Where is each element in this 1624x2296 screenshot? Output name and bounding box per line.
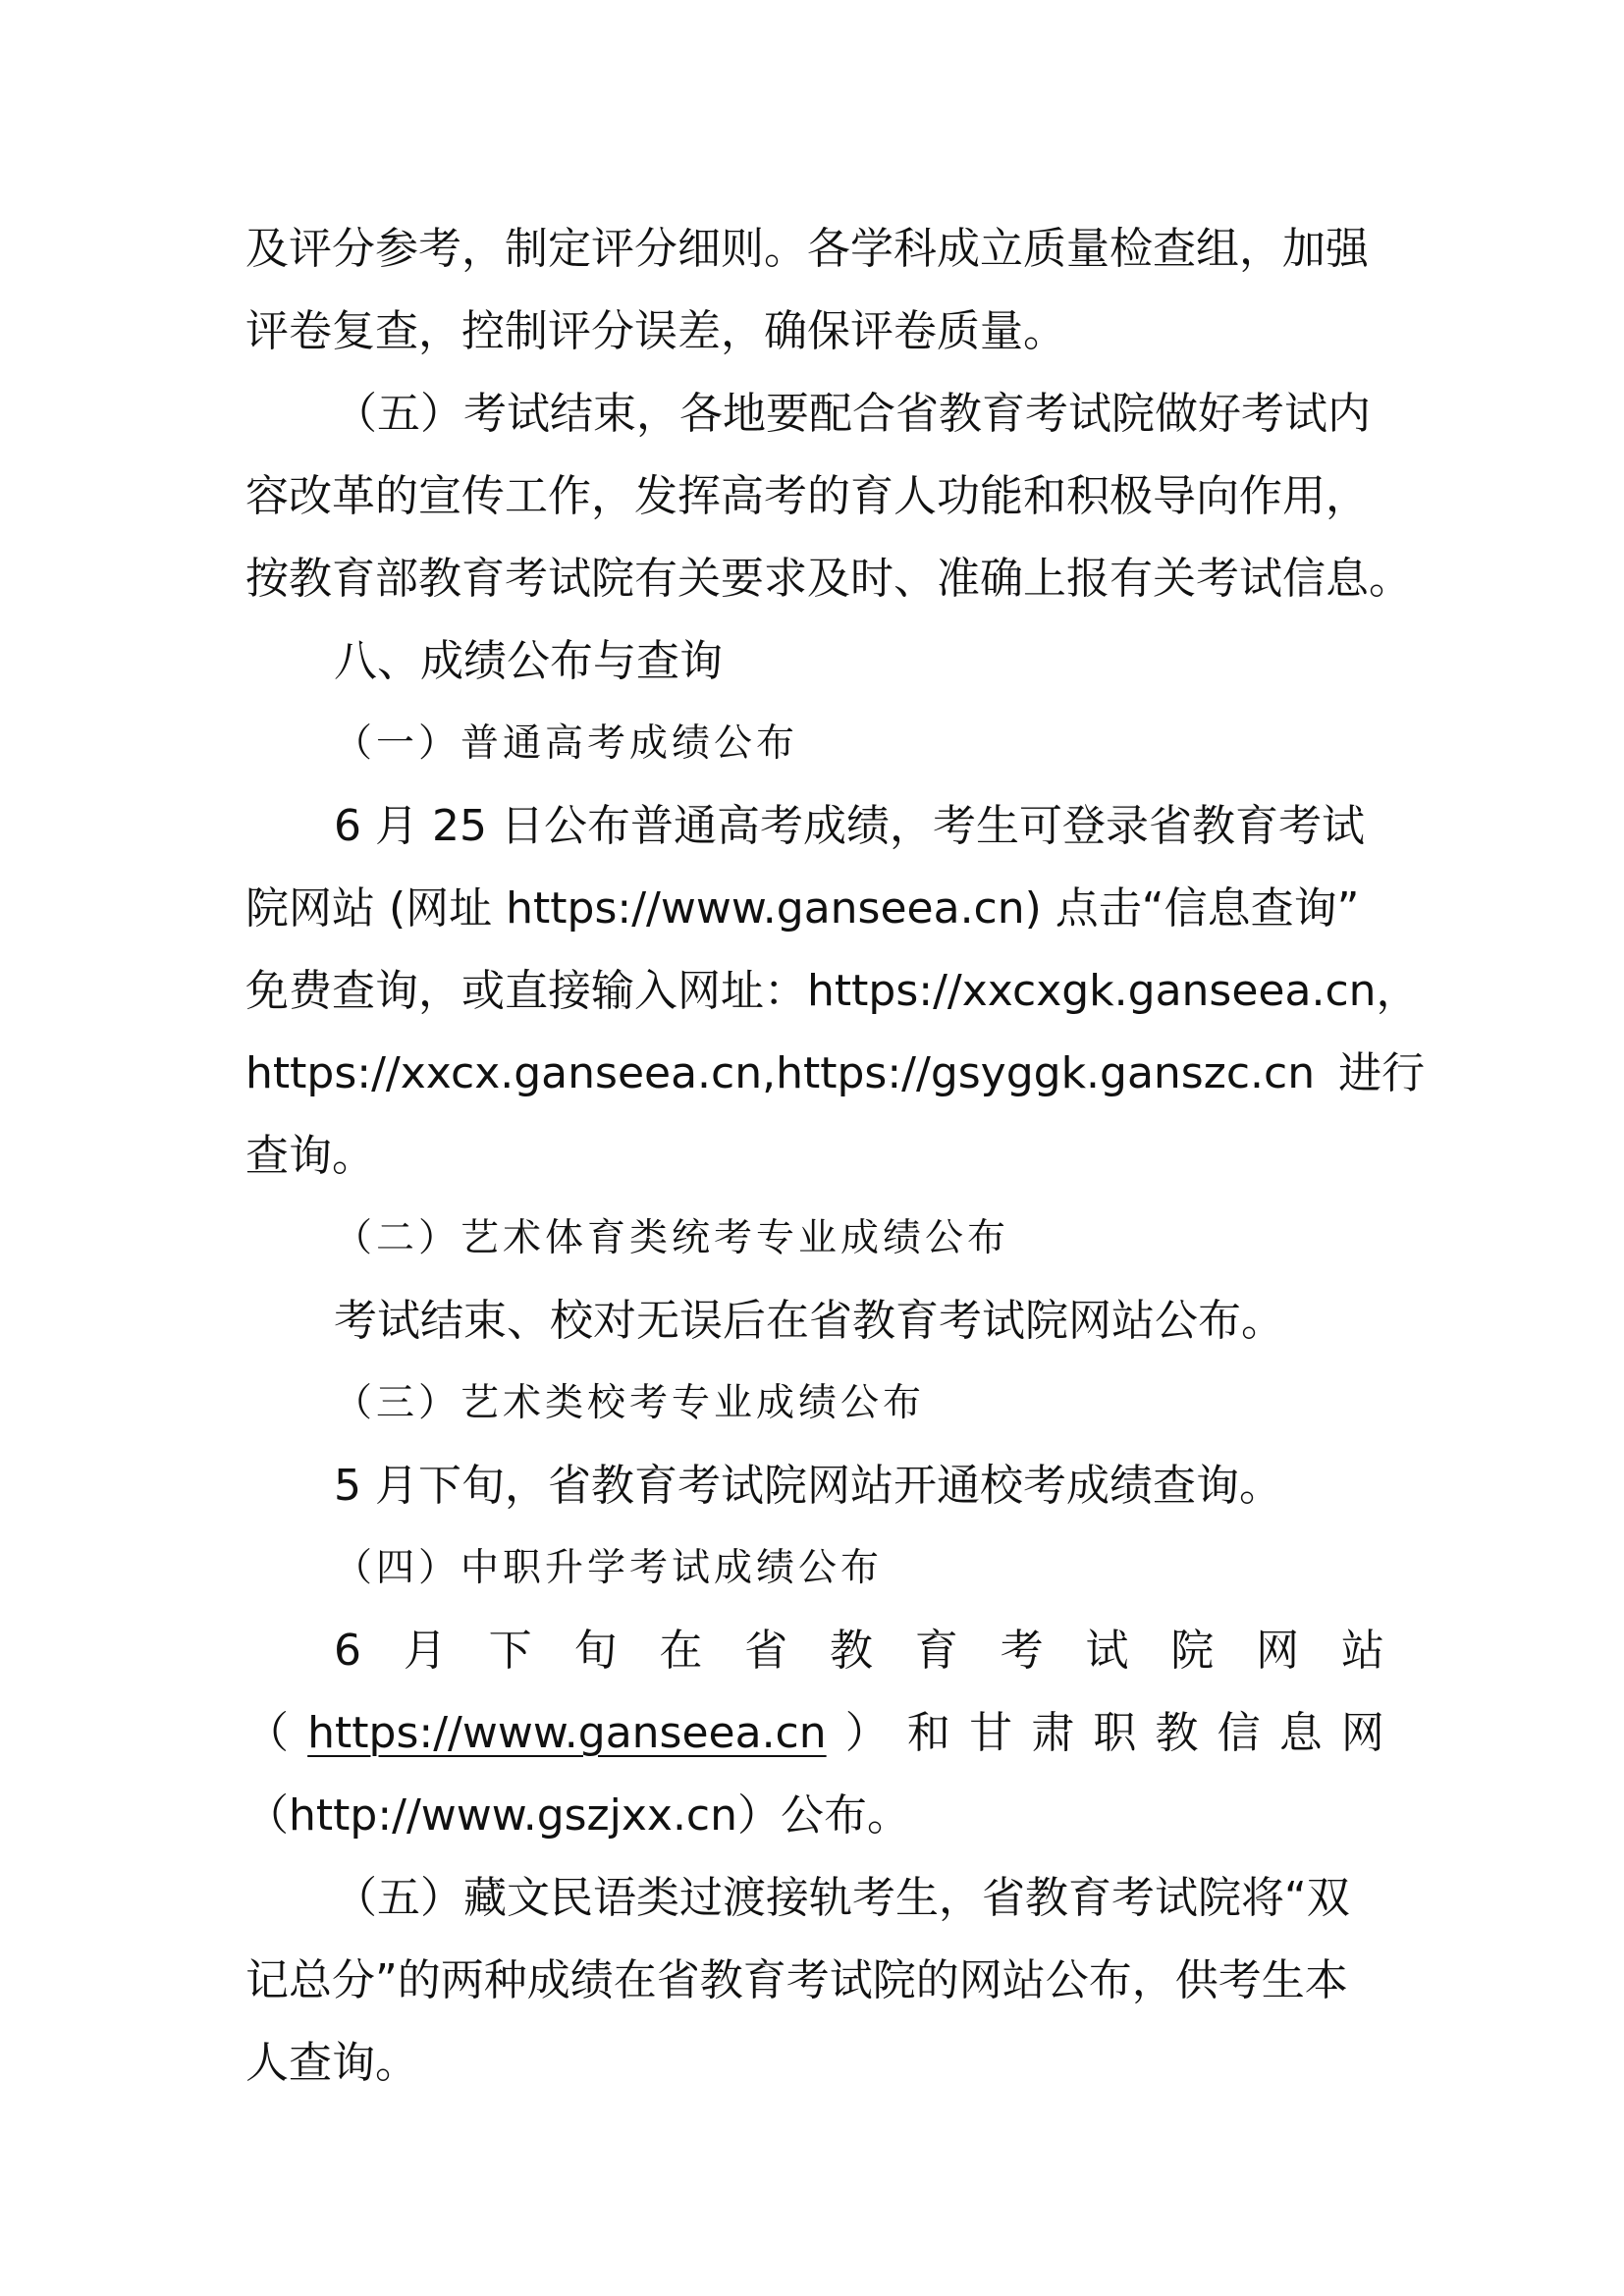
- subsection-heading: （三）艺术类校考专业成绩公布: [334, 1381, 926, 1425]
- justified-word: 息: [1278, 1708, 1323, 1758]
- justified-word: 月: [403, 1626, 447, 1676]
- paragraph-line: 6 月 25 日公布普通高考成绩，考生可登录省教育考试: [334, 801, 1365, 851]
- justified-word: 职: [1093, 1708, 1137, 1758]
- justified-paragraph-line: [245, 1692, 1384, 1775]
- subsection-heading: （一）普通高考成绩公布: [334, 721, 799, 766]
- close-paren: ）: [844, 1708, 889, 1758]
- justified-word: 甘: [969, 1708, 1013, 1758]
- justified-word: 在: [659, 1626, 703, 1676]
- website-link[interactable]: https://www.ganseea.cn: [307, 1708, 827, 1758]
- justified-paragraph-line: [334, 1610, 1384, 1692]
- justified-word: 肃: [1031, 1708, 1075, 1758]
- justified-word: 下: [488, 1626, 532, 1676]
- paragraph-line: 及评分参考，制定评分细则。各学科成立质量检查组，加强: [245, 224, 1369, 274]
- paragraph-line: 5 月下旬，省教育考试院网站开通校考成绩查询。: [334, 1461, 1282, 1511]
- justified-word: 院: [1170, 1626, 1215, 1676]
- justified-word: 和: [906, 1708, 950, 1758]
- paragraph-line: 考试结束、校对无误后在省教育考试院网站公布。: [334, 1296, 1284, 1346]
- paragraph-line: 容改革的宣传工作，发挥高考的育人功能和积极导向作用，: [245, 471, 1369, 521]
- paragraph-line: 免费查询，或直接输入网址：https://xxcxgk.ganseea.cn，: [245, 966, 1420, 1016]
- justified-word: 省: [744, 1626, 788, 1676]
- justified-word: 试: [1085, 1626, 1129, 1676]
- paragraph-line: 院网站 (网址 https://www.ganseea.cn) 点击“信息查询”: [245, 883, 1360, 934]
- subsection-heading: （二）艺术体育类统考专业成绩公布: [334, 1216, 1010, 1260]
- open-paren: （: [245, 1708, 289, 1758]
- paragraph-line: https://xxcx.ganseea.cn,https://gsyggk.ganszc.cn 进行: [245, 1048, 1426, 1098]
- paragraph-line: 按教育部教育考试院有关要求及时、准确上报有关考试信息。: [245, 554, 1412, 604]
- paragraph-line: 查询。: [245, 1131, 375, 1181]
- justified-word: 旬: [573, 1626, 618, 1676]
- paragraph-line: （http://www.gszjxx.cn）公布。: [245, 1790, 911, 1841]
- paragraph-line: 人查询。: [245, 2038, 418, 2088]
- justified-word: 育: [914, 1626, 958, 1676]
- paragraph-line: 记总分”的两种成绩在省教育考试院的网站公布，供考生本: [245, 1955, 1348, 2005]
- justified-word: 网: [1340, 1708, 1384, 1758]
- justified-word: 6: [334, 1626, 361, 1676]
- section-heading: 八、成绩公布与查询: [334, 636, 723, 686]
- justified-word: 考: [1000, 1626, 1044, 1676]
- paragraph-line: （五）考试结束，各地要配合省教育考试院做好考试内: [334, 389, 1371, 439]
- subsection-heading: （四）中职升学考试成绩公布: [334, 1546, 884, 1590]
- paragraph-line: 评卷复查，控制评分误差，确保评卷质量。: [245, 306, 1066, 356]
- justified-word: 网: [1256, 1626, 1300, 1676]
- justified-word: 站: [1340, 1626, 1384, 1676]
- justified-word: 信: [1217, 1708, 1261, 1758]
- justified-word: 教: [1155, 1708, 1199, 1758]
- justified-word: 教: [829, 1626, 873, 1676]
- paragraph-line: （五）藏文民语类过渡接轨考生，省教育考试院将“双: [334, 1873, 1350, 1923]
